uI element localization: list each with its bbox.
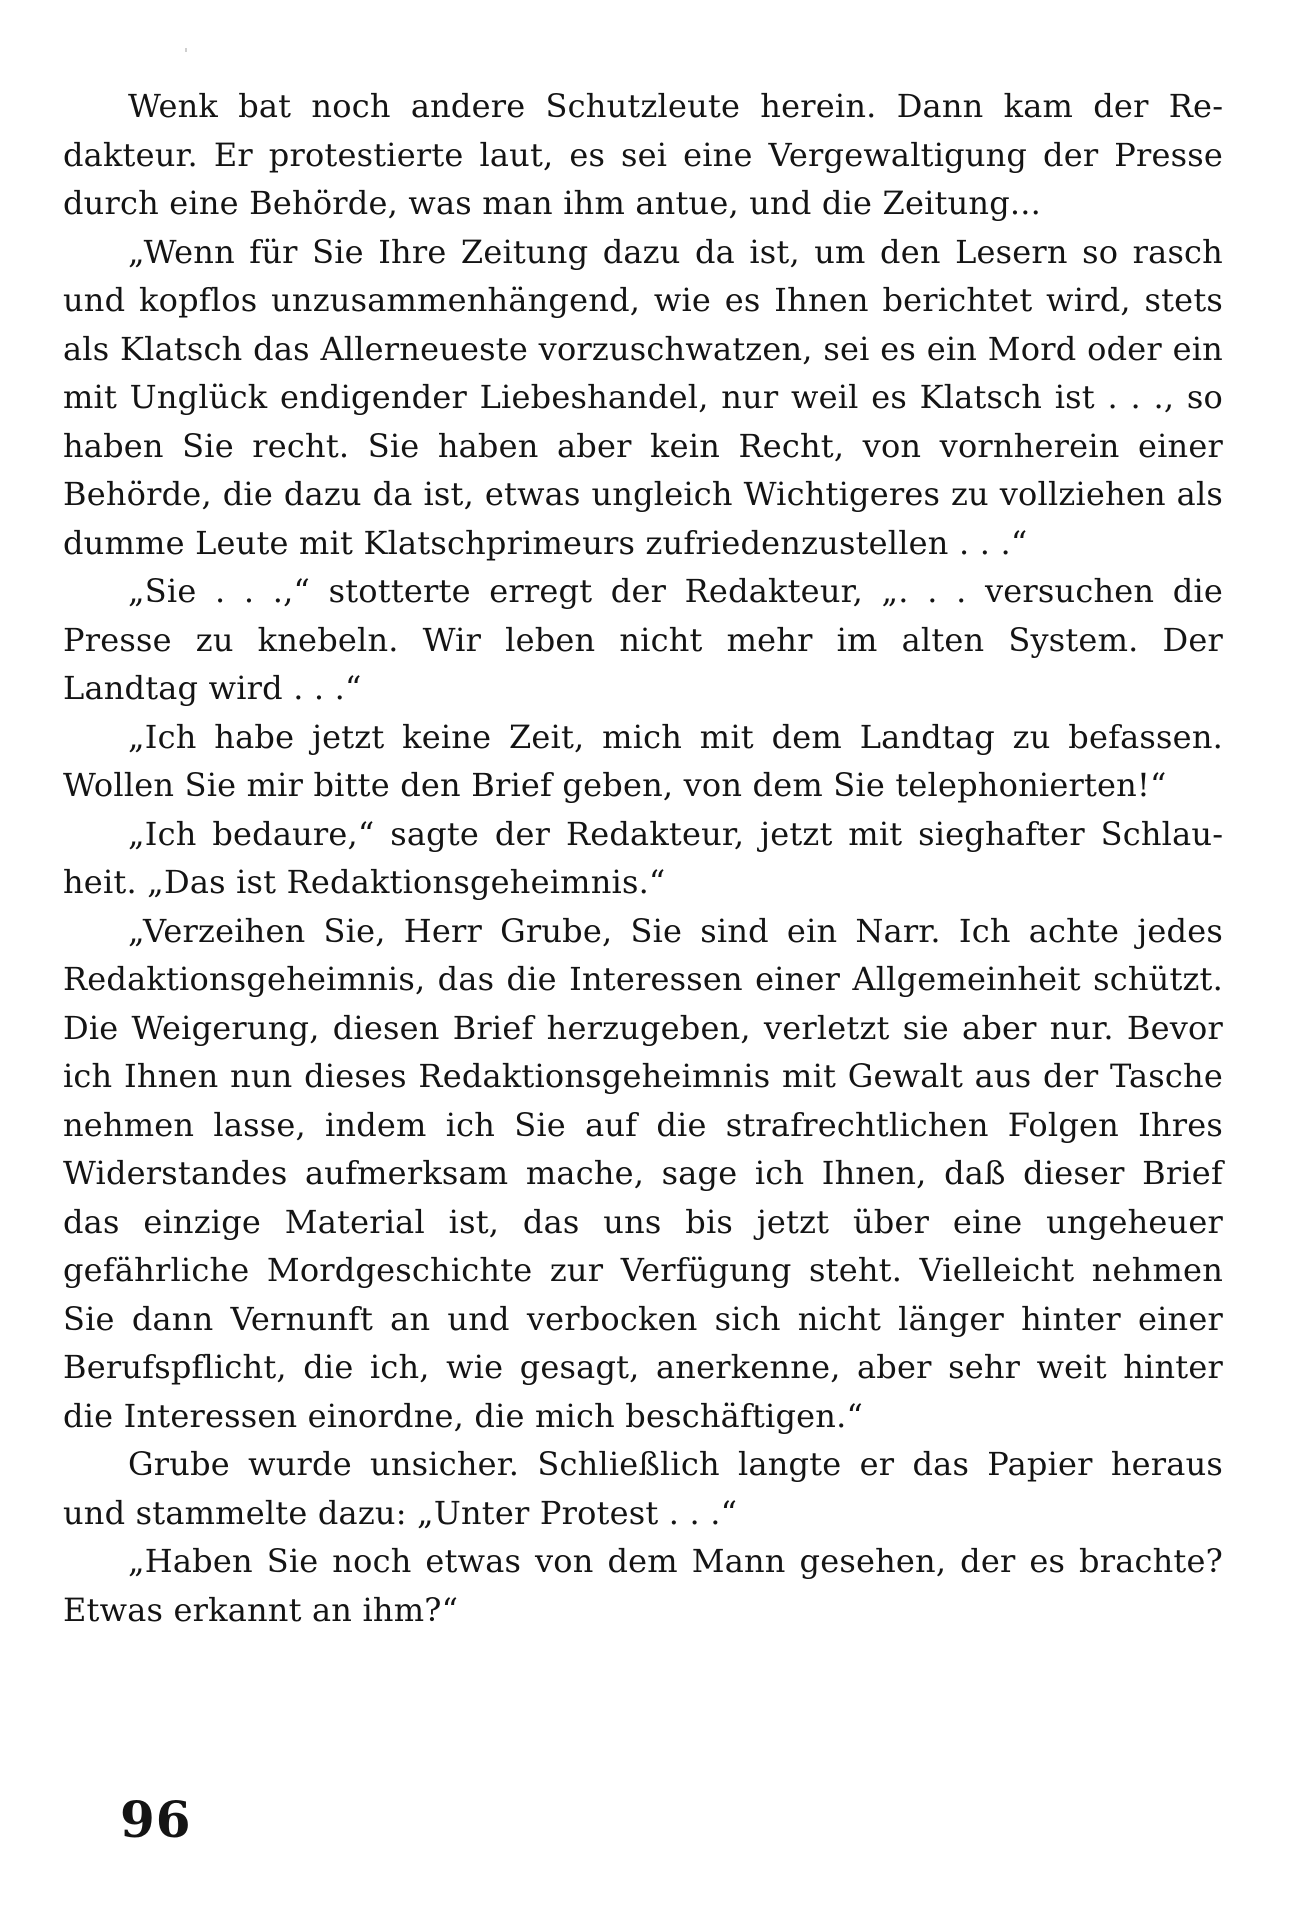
paragraph-8: „Haben Sie noch etwas von dem Mann gesehen, der es brachte? Etwas erkannt an ihm?“ (63, 1542, 1223, 1629)
print-speck (185, 48, 187, 52)
paragraph-5: „Ich bedaure,“ sagte der Redakteur, jetzt mit sieghafter Schlauheit. „Das ist Redaktionsgeheimnis.“ (63, 814, 1223, 901)
paragraph-1: Wenk bat noch andere Schutzleute herein. Dann kam der Redakteur. Er protestierte laut, es sei eine Vergewaltigung der Presse durch eine Behörde, was man ihm antue, und die Zeitung... (63, 87, 1223, 222)
page-number: 96 (120, 1790, 192, 1849)
paragraph-7: Grube wurde unsicher. Schließlich langte er das Papier heraus und stammelte dazu: „Unter Protest . . .“ (63, 1445, 1223, 1532)
paragraph-2: „Wenn für Sie Ihre Zeitung dazu da ist, um den Lesern so rasch und kopflos unzusammenhängend, wie es Ihnen berichtet wird, stets als Klatsch das Allerneueste vorzuschwatzen, sei es ein Mord oder ein mit Unglück endigender Liebeshandel, nur weil es Klatsch ist . . ., so haben Sie recht. Sie haben aber kein Recht, von vornherein einer Behörde, die dazu da ist, etwas ungleich Wichtigeres zu vollziehen als dumme Leute mit Klatschprimeurs zufriedenzustellen . . .“ (63, 232, 1223, 562)
body-text (63, 82, 1223, 1634)
paragraph-3: „Sie . . .,“ stotterte erregt der Redakteur, „. . . versuchen die Presse zu knebeln. Wir leben nicht mehr im alten System. Der Landtag wird . . .“ (63, 572, 1223, 707)
paragraph-4: „Ich habe jetzt keine Zeit, mich mit dem Landtag zu befassen. Wollen Sie mir bitte den Brief geben, von dem Sie telephonierten!“ (63, 717, 1223, 804)
paragraph-6: „Verzeihen Sie, Herr Grube, Sie sind ein Narr. Ich achte jedes Redaktionsgeheimnis, das die Interessen einer Allgemeinheit schützt. Die Weigerung, diesen Brief herzugeben, verletzt sie aber nur. Bevor ich Ihnen nun dieses Redaktionsgeheimnis mit Gewalt aus der Tasche nehmen lasse, indem ich Sie auf die strafrechtlichen Folgen Ihres Widerstandes aufmerksam mache, sage ich Ihnen, daß dieser Brief das einzige Material ist, das uns bis jetzt über eine ungeheuer gefährliche Mordgeschichte zur Verfügung steht. Vielleicht nehmen Sie dann Vernunft an und verbocken sich nicht länger hinter einer Berufspflicht, die ich, wie gesagt, anerkenne, aber sehr weit hinter die Interessen einordne, die mich beschäftigen.“ (63, 911, 1223, 1435)
